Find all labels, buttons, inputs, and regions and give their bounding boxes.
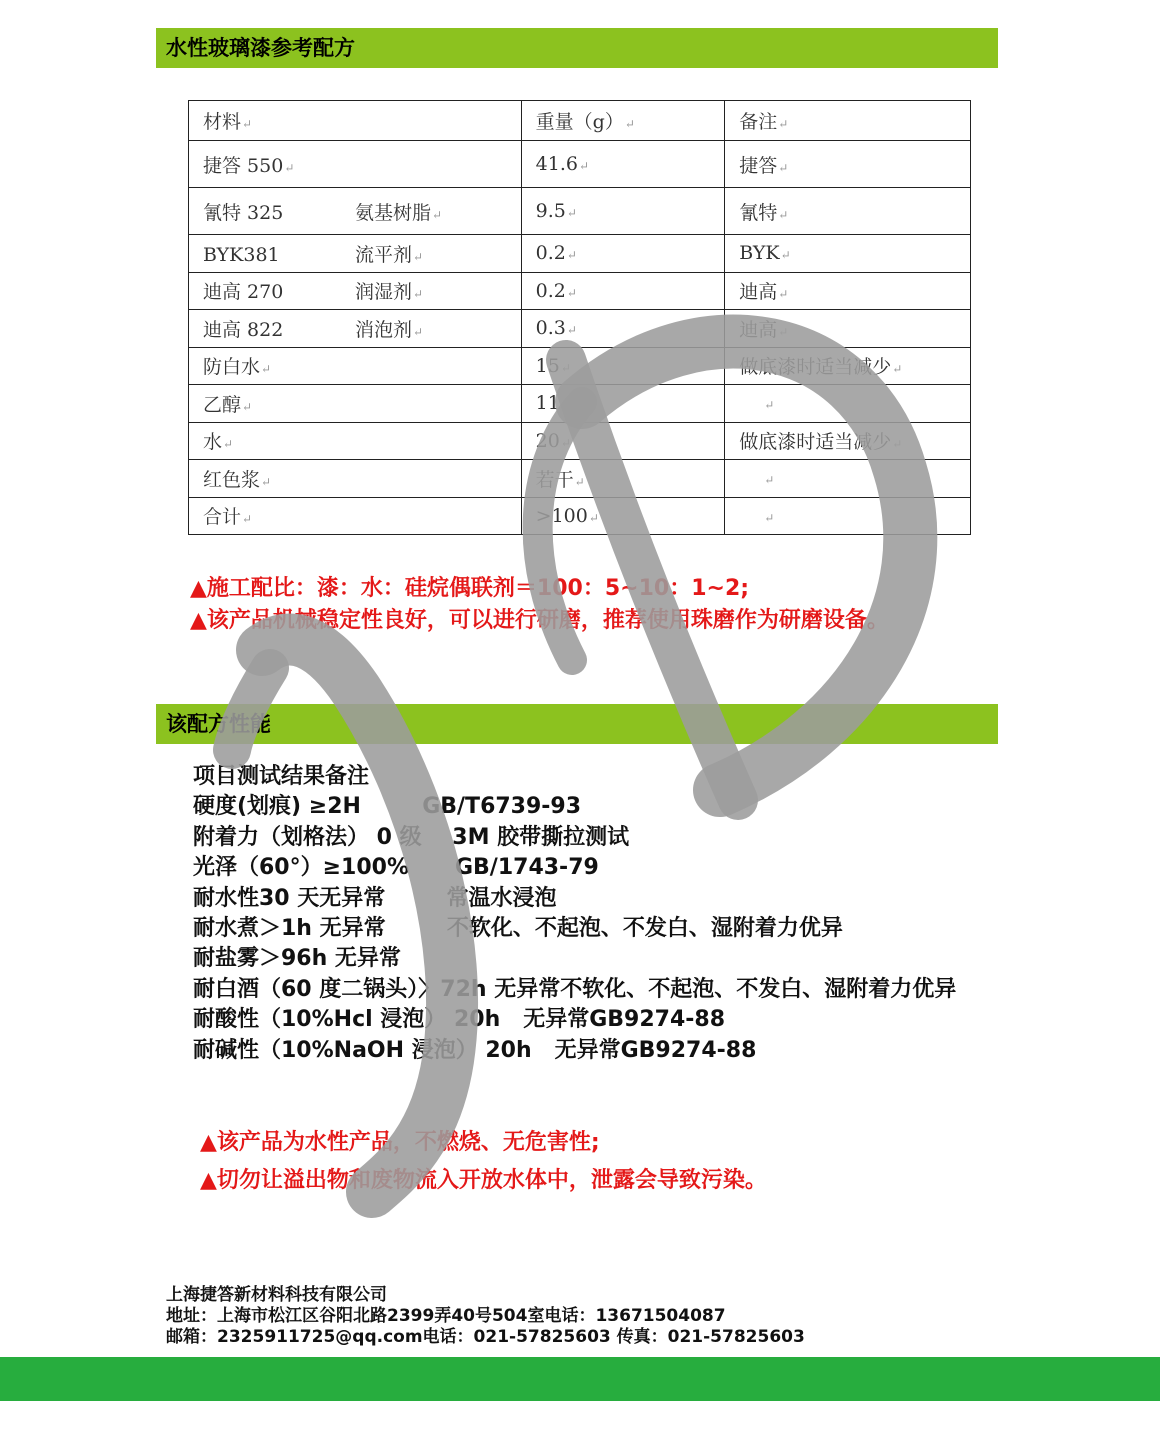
company-contact: 邮箱：2325911725@qq.com电话：021-57825603 传真：021-57825603 [166, 1327, 805, 1347]
table-row [189, 422, 971, 460]
performance-line: 项目测试结果备注 [193, 764, 370, 789]
safety-line: ▲切勿让溢出物和废物流入开放水体中，泄露会导致污染。 [200, 1168, 767, 1193]
performance-line: 耐水性30 天无异常 常温水浸泡 [193, 885, 557, 911]
weight-cell: 11.8↵ [521, 385, 725, 423]
material-name: 合计 [203, 506, 242, 529]
weight-cell: >100↵ [521, 497, 725, 535]
bottom-bar [0, 1357, 1160, 1401]
material-cell: BYK381 流平剂↵ [189, 235, 522, 273]
table-row [189, 235, 971, 273]
weight-cell: 0.2↵ [521, 272, 725, 310]
material-desc: 润湿剂 [355, 281, 413, 304]
table-row [189, 460, 971, 498]
note-cell: 迪高↵ [725, 310, 971, 348]
performance-list [193, 762, 1023, 1066]
weight-cell: 0.3↵ [521, 310, 725, 348]
material-name: 迪高 822 [203, 318, 284, 341]
note-cell: BYK↵ [725, 235, 971, 273]
weight-cell: 9.5↵ [521, 188, 725, 235]
table-row [189, 141, 971, 188]
performance-line: 耐白酒（60 度二锅头）〉72h 无异常不软化、不起泡、不发白、湿附着力优异 [193, 976, 957, 1002]
note-cell: ↵ [725, 497, 971, 535]
table-header-cell: 备注↵ [725, 101, 971, 141]
section-title-performance: 该配方性能 [156, 704, 998, 744]
weight-cell: 41.6↵ [521, 141, 725, 188]
weight-cell: 若干↵ [521, 460, 725, 498]
formula-table [188, 100, 971, 535]
performance-line: 附着力（划格法） 0 级 3M 胶带撕拉测试 [193, 824, 630, 850]
application-notes [190, 573, 980, 637]
weight-cell: 15↵ [521, 347, 725, 385]
note-cell: 氰特↵ [725, 188, 971, 235]
table-row [189, 347, 971, 385]
material-cell: 防白水↵ [189, 347, 522, 385]
company-address: 地址：上海市松江区谷阳北路2399弄40号504室电话：13671504087 [166, 1306, 726, 1326]
material-name: 捷答 550 [203, 154, 284, 177]
table-row [189, 188, 971, 235]
material-name: 乙醇 [203, 393, 242, 416]
company-footer [166, 1285, 926, 1348]
note-cell: 捷答↵ [725, 141, 971, 188]
material-desc: 消泡剂 [355, 318, 413, 341]
material-name: 迪高 270 [203, 281, 284, 304]
performance-line: 耐盐雾＞96h 无异常 [193, 946, 401, 972]
material-name: 水 [203, 431, 223, 454]
table-row [189, 497, 971, 535]
material-cell: 红色浆↵ [189, 460, 522, 498]
material-name: 防白水 [203, 356, 261, 379]
material-cell: 氰特 325 氨基树脂↵ [189, 188, 522, 235]
material-desc: 流平剂 [355, 243, 413, 266]
company-name: 上海捷答新材料科技有限公司 [166, 1285, 387, 1305]
table-row [189, 385, 971, 423]
section-title-formula: 水性玻璃漆参考配方 [156, 28, 998, 68]
table-header-cell: 重量（g）↵ [521, 101, 725, 141]
note-cell: ↵ [725, 385, 971, 423]
weight-cell: 0.2↵ [521, 235, 725, 273]
note-line: ▲施工配比：漆：水：硅烷偶联剂＝100：5~10：1~2; [190, 576, 750, 601]
note-cell: 做底漆时适当减少↵ [725, 347, 971, 385]
material-cell: 迪高 270 润湿剂↵ [189, 272, 522, 310]
performance-line: 硬度(划痕) ≥2H GB/T6739-93 [193, 794, 582, 820]
safety-line: ▲该产品为水性产品，不燃烧、无危害性; [200, 1130, 600, 1155]
note-cell: 迪高↵ [725, 272, 971, 310]
performance-line: 耐水煮＞1h 无异常 不软化、不起泡、不发白、湿附着力优异 [193, 916, 843, 942]
note-line: ▲该产品机械稳定性良好，可以进行研磨，推荐使用珠磨作为研磨设备。 [190, 608, 889, 633]
performance-line: 耐酸性（10%Hcl 浸泡） 20h 无异常GB9274-88 [193, 1007, 726, 1033]
material-cell: 合计↵ [189, 497, 522, 535]
note-cell: 做底漆时适当减少↵ [725, 422, 971, 460]
material-cell: 乙醇↵ [189, 385, 522, 423]
material-name: 红色浆 [203, 468, 261, 491]
table-header-row [189, 101, 971, 141]
table-row [189, 310, 971, 348]
material-cell: 捷答 550↵ [189, 141, 522, 188]
performance-line: 光泽（60°）≥100% GB/1743-79 [193, 855, 599, 881]
material-desc: 氨基树脂 [355, 201, 432, 224]
weight-cell: 20↵ [521, 422, 725, 460]
material-name: BYK381 [203, 243, 280, 266]
note-cell: ↵ [725, 460, 971, 498]
table-header-cell: 材料↵ [189, 101, 522, 141]
table-row [189, 272, 971, 310]
material-cell: 迪高 822 消泡剂↵ [189, 310, 522, 348]
safety-notes [200, 1124, 980, 1200]
material-cell: 水↵ [189, 422, 522, 460]
performance-line: 耐碱性（10%NaOH 浸泡） 20h 无异常GB9274-88 [193, 1037, 757, 1063]
material-name: 氰特 325 [203, 201, 284, 224]
